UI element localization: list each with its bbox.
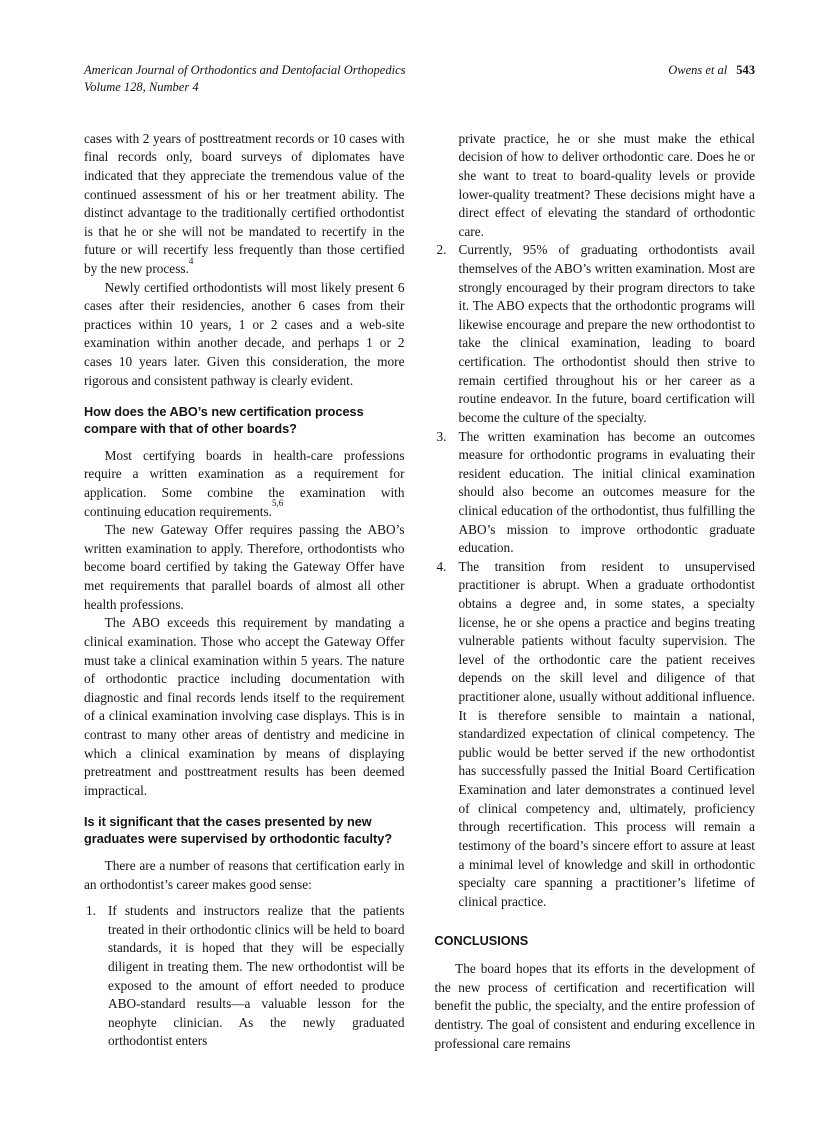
list-item-text: Currently, 95% of graduating orthodontists avail themselves of the ABO’s written examination. Most are strongly encouraged by their program directors to take it. The ABO expects that the orthodontic programs will likewise encourage and prepare the new orthodontist to take the clinical examination, leading to board certification. The orthodontist should then strive to remain certified throughout his or her career as a routine endeavor. In the future, board certification will become the culture of the specialty. <box>458 242 755 425</box>
list-item-continuation: private practice, he or she must make the ethical decision of how to deliver orthodontic care. Does he or she want to treat to board-quality levels or provide lower-quality treatment? These decisions might have a direct effect of elevating the standard of orthodontic care. <box>458 130 755 239</box>
section-heading: Is it significant that the cases presented by new graduates were supervised by orthodontic faculty? <box>84 815 393 847</box>
paragraph: The new Gateway Offer requires passing the ABO’s written examination to apply. Therefore, orthodontists who become board certified by taking the Gateway Offer have met requirements that parallel boards of almost all other health professions. <box>84 522 405 612</box>
running-authors: Owens et al <box>668 63 728 77</box>
list-item <box>435 428 756 558</box>
list-item <box>84 902 405 1051</box>
left-column <box>84 130 405 1053</box>
section-heading-conclusions: CONCLUSIONS <box>434 934 529 949</box>
list-item-text: If students and instructors realize that the patients treated in their orthodontic clinics will be held to board standards, it is hoped that they will be especially diligent in treating them. The new orthodontist will be exposed to the amount of effort needed to produce ABO-standard results—a valuable lesson for the neophyte clinician. As the newly graduated orthodontist enters <box>108 903 405 1049</box>
list-item-text: The written examination has become an outcomes measure for orthodontic programs in evaluating their resident education. The initial clinical examination should also become an outcomes measure for the clinical education of the orthodontist, thus fulfilling the ABO’s mission to improve orthodontic graduate education. <box>458 428 755 556</box>
paragraph: The ABO exceeds this requirement by mandating a clinical examination. Those who accept the Gateway Offer must take a clinical examination within 5 years. The nature of orthodontic practice including documentation with diagnostic and final records lends itself to the requirement of a clinical examination involving case displays. This is in contrast to many other areas of dentistry and medicine in which a clinical examination by means of displaying pretreatment and posttreatment results has been deemed impractical. <box>84 615 405 798</box>
section-heading: How does the ABO’s new certification process compare with that of other boards? <box>84 405 364 437</box>
paragraph <box>84 447 405 521</box>
page-number: 543 <box>736 63 755 77</box>
list-item-number: 1. <box>86 903 96 919</box>
paragraph: There are a number of reasons that certification early in an orthodontist’s career makes good sense: <box>84 857 405 892</box>
right-column <box>435 130 756 1053</box>
running-header <box>84 62 755 96</box>
reference-superscript: 5,6 <box>271 498 284 509</box>
paragraph: Newly certified orthodontists will most likely present 6 cases after their residencies, another 6 cases from their practices within 10 years, 1 or 2 cases and a web-site examination within another decade, and perhaps 1 or 2 cases 10 years later. Given this consideration, the more rigorous and consistent pathway is clearly evident. <box>84 279 405 388</box>
reference-superscript: 4 <box>188 255 194 266</box>
list-item <box>435 558 756 912</box>
list-item-number: 4. <box>436 558 447 574</box>
list-item-number: 3. <box>436 428 447 444</box>
journal-volume-issue: Volume 128, Number 4 <box>84 79 199 94</box>
list-item <box>435 241 756 427</box>
article-body <box>84 130 755 1053</box>
journal-title: American Journal of Orthodontics and Dentofacial Orthopedics <box>84 63 406 77</box>
list-item-text: The transition from resident to unsupervised practitioner is abrupt. When a graduate orthodontist obtains a degree and, in some states, a specialty license, he or she opens a practice and begins treating vulnerable patients without faculty supervision. The level of the orthodontic care the patient receives depends on the skill level and diligence of that practitioner alone, usually without additional influence. It is therefore sensible to maintain a national, standardized expectation of clinical competency. The public would be better served if the new orthodontist has successfully passed the Initial Board Certification Examination and later demonstrates a continued level of clinical competency and, ultimately, proficiency through recertification. This process will remain a testimony of the board’s sincere effort to assure at least a minimal level of knowledge and skill in orthodontic specialty care spanning a practitioner’s lifetime of clinical practice. <box>458 558 755 909</box>
running-header-right <box>668 62 755 79</box>
paragraph-text: Most certifying boards in health-care professions require a written examination as a requirement for application. Some combine the examination with continuing education requirements. <box>84 447 405 519</box>
list-item-number: 2. <box>436 242 447 258</box>
paragraph <box>84 130 405 279</box>
paragraph-text: cases with 2 years of posttreatment records or 10 cases with final records only, board surveys of diplomates have indicated that they appreciate the tremendous value of the continued assessment of his or her treatment ability. The distinct advantage to the traditionally certified orthodontist is that he or she will not be mandated to recertify in the future or will recertify less frequently than those certified by the new process. <box>84 130 405 277</box>
running-header-left <box>84 62 406 96</box>
paragraph: The board hopes that its efforts in the development of the new process of certification and recertification will benefit the public, the specialty, and the entire profession of dentistry. The goal of consistent and enduring excellence in professional care remains <box>434 961 755 1051</box>
numbered-list <box>435 241 756 911</box>
numbered-list <box>84 902 405 1051</box>
